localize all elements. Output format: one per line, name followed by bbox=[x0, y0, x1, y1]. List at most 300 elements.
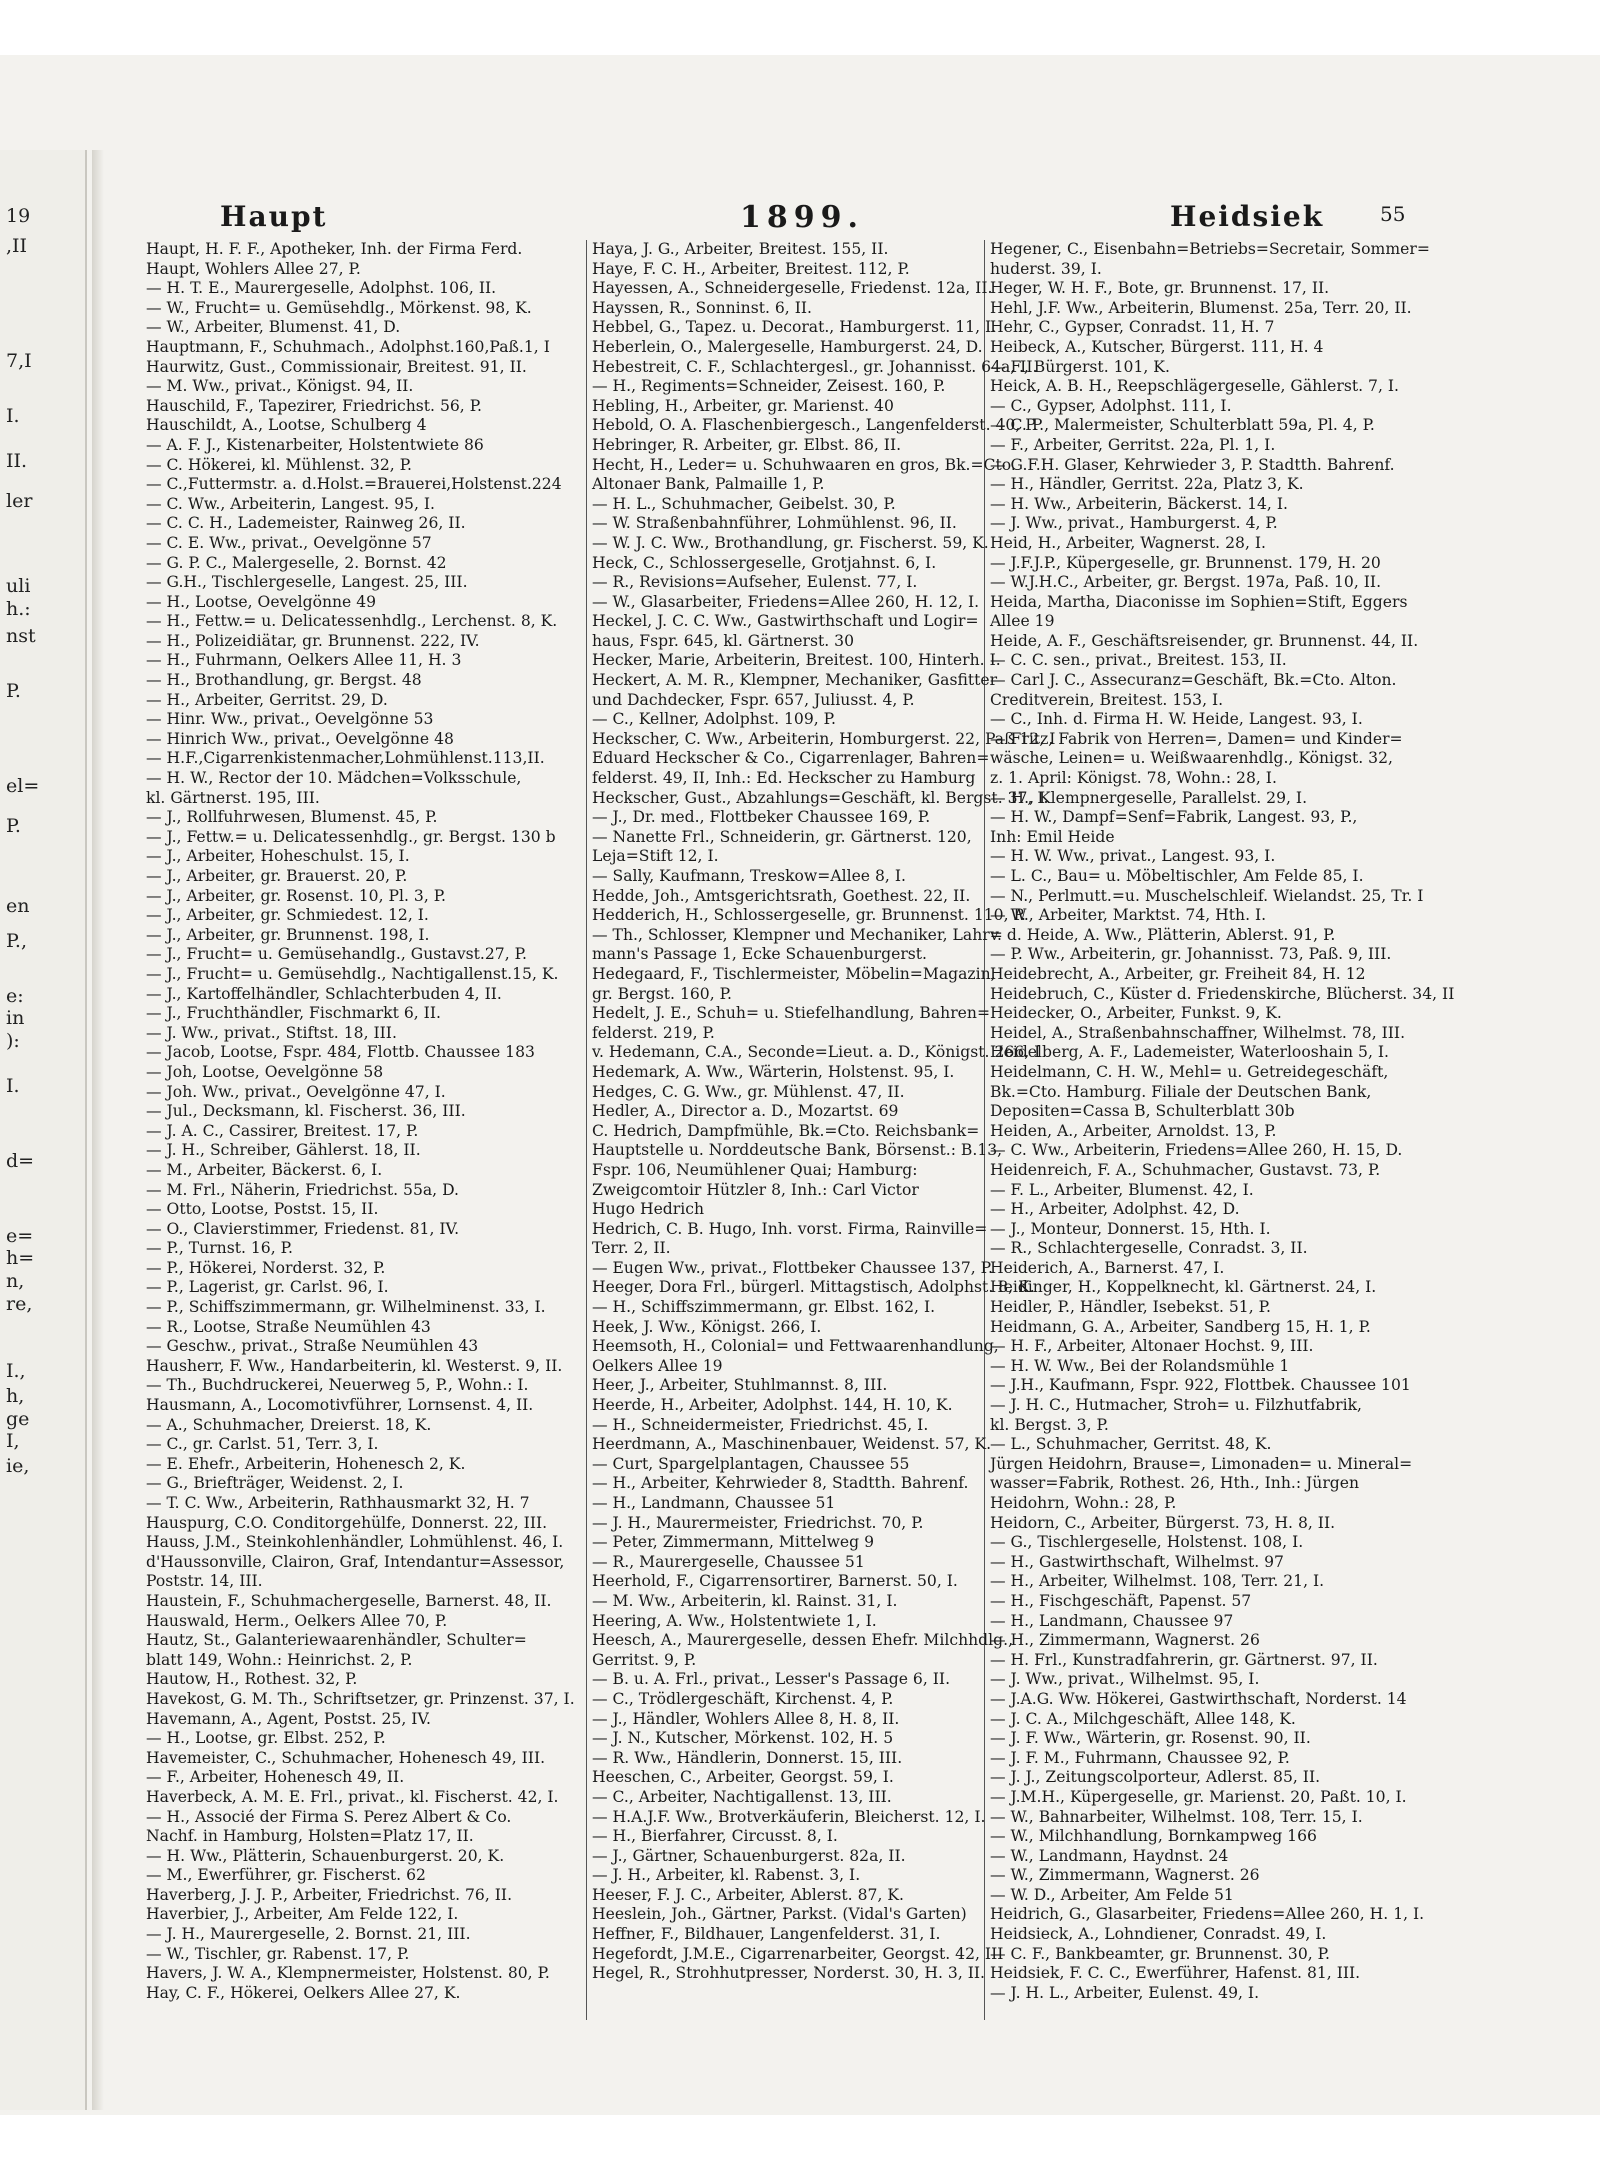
directory-entry: Haverberg, J. J. P., Arbeiter, Friedrichst. 76, II. bbox=[146, 1885, 513, 1904]
directory-entry: — M., Ewerführer, gr. Fischerst. 62 bbox=[146, 1866, 426, 1885]
directory-entry: — G., Briefträger, Weidenst. 2, I. bbox=[146, 1474, 404, 1493]
directory-entry: Hugo Hedrich bbox=[592, 1200, 704, 1219]
directory-entry: Hay, C. F., Hökerei, Oelkers Allee 27, K. bbox=[146, 1983, 461, 2002]
directory-entry: — H., Arbeiter, Adolphst. 42, D. bbox=[990, 1200, 1240, 1219]
directory-entry: — J., Kartoffelhändler, Schlachterbuden 4, II. bbox=[146, 984, 502, 1003]
directory-entry: — Th., Buchdruckerei, Neuerweg 5, P., Wohn.: I. bbox=[146, 1376, 529, 1395]
directory-entry: — P., Turnst. 16, P. bbox=[146, 1239, 293, 1258]
directory-entry: Heeslein, Joh., Gärtner, Parkst. (Vidal's Garten) bbox=[592, 1905, 967, 1924]
directory-entry: gr. Bergst. 160, P. bbox=[592, 984, 732, 1003]
directory-entry: — J., Arbeiter, gr. Rosenst. 10, Pl. 3, P. bbox=[146, 886, 447, 905]
directory-entry: Hebling, H., Arbeiter, gr. Marienst. 40 bbox=[592, 396, 894, 415]
directory-entry: Hayssen, R., Sonninst. 6, II. bbox=[592, 298, 812, 317]
directory-entry: — J., Monteur, Donnerst. 15, Hth. I. bbox=[990, 1219, 1271, 1238]
directory-entry: — J., Arbeiter, Hoheschulst. 15, I. bbox=[146, 847, 410, 866]
fragment-text: 7,I bbox=[6, 350, 32, 372]
directory-entry: — W. J. C. Ww., Brothandlung, gr. Fischerst. 59, K. bbox=[592, 533, 989, 552]
directory-entry: — H., Fuhrmann, Oelkers Allee 11, H. 3 bbox=[146, 651, 462, 670]
directory-entry: Havers, J. W. A., Klempnermeister, Holstenst. 80, P. bbox=[146, 1964, 550, 1983]
directory-entry: — G. P. C., Malergeselle, 2. Bornst. 42 bbox=[146, 553, 447, 572]
directory-entry: Haya, J. G., Arbeiter, Breitest. 155, II. bbox=[592, 240, 889, 258]
directory-entry: — C., Trödlergeschäft, Kirchenst. 4, P. bbox=[592, 1689, 894, 1708]
page-header bbox=[140, 200, 1410, 240]
directory-entry: — Fritz, Fabrik von Herren=, Damen= und Kinder= bbox=[990, 729, 1403, 748]
fragment-text: h= bbox=[6, 1247, 35, 1269]
directory-entry: — W., Arbeiter, Blumenst. 41, D. bbox=[146, 318, 401, 337]
directory-entry: — J. H. L., Arbeiter, Eulenst. 49, I. bbox=[990, 1983, 1260, 2002]
directory-entry: felderst. 219, P. bbox=[592, 1023, 715, 1042]
directory-entry: — J.M.H., Küpergeselle, gr. Marienst. 20, Paßt. 10, I. bbox=[990, 1787, 1407, 1806]
directory-entry: huderst. 39, I. bbox=[990, 259, 1102, 278]
directory-entry: Heidsiek, F. C. C., Ewerführer, Hafenst. 81, III. bbox=[990, 1964, 1361, 1983]
directory-entry: Leja=Stift 12, I. bbox=[592, 847, 719, 866]
directory-entry: Bk.=Cto. Hamburg. Filiale der Deutschen Bank, bbox=[990, 1082, 1372, 1101]
directory-entry: Fspr. 106, Neumühlener Quai; Hamburg: bbox=[592, 1160, 918, 1179]
directory-entry: Hauschild, F., Tapezirer, Friedrichst. 56, P. bbox=[146, 396, 483, 415]
directory-entry: — H., Lootse, gr. Elbst. 252, P. bbox=[146, 1729, 386, 1748]
directory-entry: — W., Arbeiter, Marktst. 74, Hth. I. bbox=[990, 906, 1267, 925]
directory-entry: Inh: Emil Heide bbox=[990, 827, 1115, 846]
directory-entry: — F. L., Arbeiter, Blumenst. 42, I. bbox=[990, 1180, 1254, 1199]
directory-entry: Heidinger, H., Koppelknecht, kl. Gärtnerst. 24, I. bbox=[990, 1278, 1377, 1297]
directory-entry: Heckscher, Gust., Abzahlungs=Geschäft, kl. Bergst. 37, I. bbox=[592, 788, 1049, 807]
directory-entry: — J. J., Zeitungscolporteur, Adlerst. 85, II. bbox=[990, 1768, 1321, 1787]
directory-entry: — H., Händler, Gerritst. 22a, Platz 3, K. bbox=[990, 475, 1304, 494]
directory-entry: — M. Ww., privat., Königst. 94, II. bbox=[146, 377, 414, 396]
directory-entry: Hauschildt, A., Lootse, Schulberg 4 bbox=[146, 416, 427, 435]
directory-entry: Hedelt, J. E., Schuh= u. Stiefelhandlung, Bahren= bbox=[592, 1004, 991, 1023]
directory-entry: — P., Lagerist, gr. Carlst. 96, I. bbox=[146, 1278, 389, 1297]
directory-entry: — C. Hökerei, kl. Mühlenst. 32, P. bbox=[146, 455, 412, 474]
column-divider bbox=[586, 240, 587, 2020]
directory-entry: Heerdmann, A., Maschinenbauer, Weidenst. 57, K. bbox=[592, 1435, 992, 1454]
directory-entry: — W., Frucht= u. Gemüsehdlg., Mörkenst. 98, K. bbox=[146, 298, 532, 317]
directory-entry: — H. T. E., Maurergeselle, Adolphst. 106, II. bbox=[146, 279, 497, 298]
directory-entry: Haupt, Wohlers Allee 27, P. bbox=[146, 259, 361, 278]
directory-entry: — F., Arbeiter, Gerritst. 22a, Pl. 1, I. bbox=[990, 435, 1276, 454]
fragment-text: P. bbox=[6, 680, 21, 702]
directory-entry: — H., Arbeiter, Gerritst. 29, D. bbox=[146, 690, 388, 709]
directory-entry: Heerde, H., Arbeiter, Adolphst. 144, H. 10, K. bbox=[592, 1396, 953, 1415]
directory-entry: — H., Schiffszimmermann, gr. Elbst. 162, I. bbox=[592, 1298, 936, 1317]
directory-entry: felderst. 49, II, Inh.: Ed. Heckscher zu Hamburg bbox=[592, 769, 976, 788]
directory-entry: Hedde, Joh., Amtsgerichtsrath, Goethest. 22, II. bbox=[592, 886, 971, 905]
directory-entry: — J. F. M., Fuhrmann, Chaussee 92, P. bbox=[990, 1748, 1290, 1767]
directory-entry: Heiderich, A., Barnerst. 47, I. bbox=[990, 1258, 1225, 1277]
directory-entry: — C. Ww., Arbeiterin, Langest. 95, I. bbox=[146, 494, 436, 513]
directory-entry: Heckert, A. M. R., Klempner, Mechaniker, Gasfitter bbox=[592, 671, 998, 690]
directory-entry: Oelkers Allee 19 bbox=[592, 1356, 723, 1375]
directory-entry: — E. Ehefr., Arbeiterin, Hohenesch 2, K. bbox=[146, 1454, 466, 1473]
directory-entry: Heffner, F., Bildhauer, Langenfelderst. 31, I. bbox=[592, 1925, 941, 1944]
directory-entry: — H., Schneidermeister, Friedrichst. 45, I. bbox=[592, 1415, 929, 1434]
directory-entry: — J. H., Schreiber, Gählerst. 18, II. bbox=[146, 1141, 421, 1160]
directory-entry: Havemeister, C., Schuhmacher, Hohenesch 49, III. bbox=[146, 1748, 546, 1767]
directory-entry: — Joh. Ww., privat., Oevelgönne 47, I. bbox=[146, 1082, 446, 1101]
directory-entry: — P., Hökerei, Norderst. 32, P. bbox=[146, 1258, 386, 1277]
directory-entry: C. Hedrich, Dampfmühle, Bk.=Cto. Reichsbank= bbox=[592, 1121, 980, 1140]
fragment-text: e= bbox=[6, 1225, 34, 1247]
directory-entry: — C. Ww., Arbeiterin, Friedens=Allee 260, H. 15, D. bbox=[990, 1141, 1403, 1160]
header-first-name: Haupt bbox=[220, 200, 328, 233]
directory-entry: — G.F.H. Glaser, Kehrwieder 3, P. Stadtth. Bahrenf. bbox=[990, 455, 1395, 474]
directory-entry: Heesch, A., Maurergeselle, dessen Ehefr. Milchhdlg., bbox=[592, 1631, 1014, 1650]
directory-entry: Haustein, F., Schuhmachergeselle, Barnerst. 48, II. bbox=[146, 1591, 552, 1610]
directory-entry: v. Hedemann, C.A., Seconde=Lieut. a. D., Königst. 266, I bbox=[592, 1043, 1041, 1062]
directory-entry: — H., Klempnergeselle, Parallelst. 29, I. bbox=[990, 788, 1308, 807]
directory-entry: — R., Lootse, Straße Neumühlen 43 bbox=[146, 1317, 431, 1336]
directory-entry: — Th., Schlosser, Klempner und Mechaniker, Lahr= bbox=[592, 925, 1003, 944]
directory-entry: — J., Rollfuhrwesen, Blumenst. 45, P. bbox=[146, 808, 438, 827]
fragment-text: I., bbox=[6, 1360, 26, 1382]
header-last-name: Heidsiek bbox=[1170, 200, 1325, 233]
directory-entry: — H., Polizeidiätar, gr. Brunnenst. 222, IV. bbox=[146, 631, 480, 650]
directory-entry: — Jul., Decksmann, kl. Fischerst. 36, III. bbox=[146, 1102, 466, 1121]
directory-entry: — W.J.H.C., Arbeiter, gr. Bergst. 197a, Paß. 10, II. bbox=[990, 573, 1382, 592]
directory-entry: Allee 19 bbox=[990, 612, 1055, 631]
directory-entry: — J. H., Arbeiter, kl. Rabenst. 3, I. bbox=[592, 1866, 861, 1885]
directory-entry: — W., Tischler, gr. Rabenst. 17, P. bbox=[146, 1944, 410, 1963]
directory-entry: und Dachdecker, Fspr. 657, Juliusst. 4, P. bbox=[592, 690, 915, 709]
directory-entry: — H. W. Ww., Bei der Rolandsmühle 1 bbox=[990, 1356, 1290, 1375]
directory-entry: Heidmann, G. A., Arbeiter, Sandberg 15, H. 1, P. bbox=[990, 1317, 1371, 1336]
directory-entry: Hebringer, R. Arbeiter, gr. Elbst. 86, II. bbox=[592, 435, 902, 454]
directory-entry: Hauss, J.M., Steinkohlenhändler, Lohmühlenst. 46, I. bbox=[146, 1533, 564, 1552]
directory-entry: Heeger, Dora Frl., bürgerl. Mittagstisch, Adolphst. 8, K. bbox=[592, 1278, 1035, 1297]
directory-entry: — H. W. Ww., privat., Langest. 93, I. bbox=[990, 847, 1276, 866]
directory-entry: — P., Schiffszimmermann, gr. Wilhelminenst. 33, I. bbox=[146, 1298, 546, 1317]
directory-entry: z. 1. April: Königst. 78, Wohn.: 28, I. bbox=[990, 769, 1277, 788]
fragment-text: I. bbox=[6, 405, 20, 427]
directory-entry: — H. Frl., Kunstradfahrerin, gr. Gärtnerst. 97, II. bbox=[990, 1650, 1378, 1669]
directory-entry: kl. Gärtnerst. 195, III. bbox=[146, 788, 320, 807]
directory-entry: d'Haussonville, Clairon, Graf, Intendantur=Assessor, bbox=[146, 1552, 565, 1571]
directory-entry: — C., Arbeiter, Nachtigallenst. 13, III. bbox=[592, 1787, 892, 1806]
fragment-text: uli bbox=[6, 575, 31, 597]
page-gutter bbox=[92, 150, 104, 2110]
directory-entry: Heidsieck, A., Lohndiener, Conradst. 49, I. bbox=[990, 1925, 1327, 1944]
directory-entry: — L., Schuhmacher, Gerritst. 48, K. bbox=[990, 1435, 1272, 1454]
directory-entry: Havekost, G. M. Th., Schriftsetzer, gr. Prinzenst. 37, I. bbox=[146, 1689, 575, 1708]
directory-entry: Hausmann, A., Locomotivführer, Lornsenst. 4, II. bbox=[146, 1396, 534, 1415]
directory-entry: Terr. 2, II. bbox=[592, 1239, 671, 1258]
directory-entry: Haverbeck, A. M. E. Frl., privat., kl. Fischerst. 42, I. bbox=[146, 1787, 559, 1806]
directory-entry: — H., Landmann, Chaussee 97 bbox=[990, 1611, 1234, 1630]
directory-entry: — W., Glasarbeiter, Friedens=Allee 260, H. 12, I. bbox=[592, 592, 980, 611]
directory-entry: Havemann, A., Agent, Postst. 25, IV. bbox=[146, 1709, 431, 1728]
directory-entry: — C., Gypser, Adolphst. 111, I. bbox=[990, 396, 1232, 415]
fragment-text: I. bbox=[6, 1075, 20, 1097]
directory-entry: Heeschen, C., Arbeiter, Georgst. 59, I. bbox=[592, 1768, 894, 1787]
directory-entry: — C. P., Malermeister, Schulterblatt 59a, Pl. 4, P. bbox=[990, 416, 1375, 435]
directory-entry: Haurwitz, Gust., Commissionair, Breitest. 91, II. bbox=[146, 357, 527, 376]
directory-entry: — C., Inh. d. Firma H. W. Heide, Langest. 93, I. bbox=[990, 710, 1363, 729]
fragment-text: ge bbox=[6, 1408, 30, 1430]
fragment-text: ): bbox=[6, 1030, 20, 1052]
directory-entry: — H., Fettw.= u. Delicatessenhdlg., Lerchenst. 8, K. bbox=[146, 612, 558, 631]
directory-entry: Hautow, H., Rothest. 32, P. bbox=[146, 1670, 358, 1689]
directory-entry: — J. Ww., privat., Stiftst. 18, III. bbox=[146, 1023, 397, 1042]
directory-entry: — W., Bahnarbeiter, Wilhelmst. 108, Terr. 15, I. bbox=[990, 1807, 1363, 1826]
fragment-text: ler bbox=[6, 490, 33, 512]
directory-entry: Hautz, St., Galanteriewaarenhändler, Schulter= bbox=[146, 1631, 527, 1650]
directory-entry: — H., Lootse, Oevelgönne 49 bbox=[146, 592, 377, 611]
fragment-text: I, bbox=[6, 1430, 20, 1452]
directory-entry: blatt 149, Wohn.: Heinrichst. 2, P. bbox=[146, 1650, 413, 1669]
directory-entry: — Curt, Spargelplantagen, Chaussee 55 bbox=[592, 1454, 910, 1473]
directory-entry: — H. L., Schuhmacher, Geibelst. 30, P. bbox=[592, 494, 896, 513]
directory-entry: Heering, A. Ww., Holstentwiete 1, I. bbox=[592, 1611, 877, 1630]
directory-entry: — L. C., Bau= u. Möbeltischler, Am Felde 85, I. bbox=[990, 867, 1364, 885]
directory-entry: Heemsoth, H., Colonial= und Fettwaarenhandlung, bbox=[592, 1337, 999, 1356]
directory-entry: — H. F., Arbeiter, Altonaer Hochst. 9, III. bbox=[990, 1337, 1314, 1356]
directory-entry: Hegel, R., Strohhutpresser, Norderst. 30, H. 3, II. bbox=[592, 1964, 986, 1983]
directory-entry: Hehr, C., Gypser, Conradst. 11, H. 7 bbox=[990, 318, 1275, 337]
directory-entry: Heerhold, F., Cigarrensortirer, Barnerst. 50, I. bbox=[592, 1572, 958, 1591]
directory-entry: — H., Landmann, Chaussee 51 bbox=[592, 1494, 836, 1512]
directory-entry: — H., Zimmermann, Wagnerst. 26 bbox=[990, 1631, 1260, 1650]
directory-entry: — M. Frl., Näherin, Friedrichst. 55a, D. bbox=[146, 1180, 460, 1199]
directory-entry: Poststr. 14, III. bbox=[146, 1572, 263, 1591]
directory-entry: Heidebruch, C., Küster d. Friedenskirche, Blücherst. 34, II bbox=[990, 984, 1455, 1003]
directory-entry: — J., Fruchthändler, Fischmarkt 6, II. bbox=[146, 1004, 441, 1023]
directory-entry: — H., Gastwirthschaft, Wilhelmst. 97 bbox=[990, 1552, 1284, 1571]
directory-entry: Depositen=Cassa B, Schulterblatt 30b bbox=[990, 1102, 1295, 1121]
directory-entry: — J., Fettw.= u. Delicatessenhdlg., gr. Bergst. 130 b bbox=[146, 827, 556, 846]
directory-entry: — H. W., Dampf=Senf=Fabrik, Langest. 93, P., bbox=[990, 808, 1358, 827]
directory-entry: — H., Associé der Firma S. Perez Albert & Co. bbox=[146, 1807, 512, 1826]
directory-entry: — J.A.G. Ww. Hökerei, Gastwirthschaft, Norderst. 14 bbox=[990, 1689, 1407, 1708]
directory-entry: — Carl J. C., Assecuranz=Geschäft, Bk.=Cto. Alton. bbox=[990, 671, 1397, 690]
directory-entry: Hebold, O. A. Flaschenbiergesch., Langenfelderst. 40, P. bbox=[592, 416, 1038, 435]
directory-entry: Hauptstelle u. Norddeutsche Bank, Börsenst.: B.13, bbox=[592, 1141, 1003, 1160]
page-number: 55 bbox=[1380, 202, 1406, 226]
directory-entry: Gerritst. 9, P. bbox=[592, 1650, 697, 1669]
directory-entry: — W. Straßenbahnführer, Lohmühlenst. 96, II. bbox=[592, 514, 957, 533]
directory-entry: — R., Schlachtergeselle, Conradst. 3, II. bbox=[990, 1239, 1308, 1258]
directory-entry: Heid, H., Arbeiter, Wagnerst. 28, I. bbox=[990, 533, 1266, 552]
directory-entry: Heek, J. Ww., Königst. 266, I. bbox=[592, 1317, 822, 1336]
directory-entry: — H. Ww., Plätterin, Schauenburgerst. 20, K. bbox=[146, 1846, 505, 1865]
directory-entry: — H., Brothandlung, gr. Bergst. 48 bbox=[146, 671, 422, 690]
directory-entry: — H., Arbeiter, Kehrwieder 8, Stadtth. Bahrenf. bbox=[592, 1474, 969, 1493]
directory-entry: Hedler, A., Director a. D., Mozartst. 69 bbox=[592, 1102, 899, 1121]
directory-entry: Heidel, A., Straßenbahnschaffner, Wilhelmst. 78, III. bbox=[990, 1023, 1406, 1042]
directory-entry: wasser=Fabrik, Rothest. 26, Hth., Inh.: Jürgen bbox=[990, 1474, 1360, 1493]
directory-entry: Hebestreit, C. F., Schlachtergesl., gr. Johannisst. 64a, II. bbox=[592, 357, 1038, 376]
directory-entry: Altonaer Bank, Palmaille 1, P. bbox=[592, 475, 825, 494]
fragment-text: P. bbox=[6, 815, 21, 837]
fragment-text: h.: bbox=[6, 598, 31, 620]
directory-entry: Heidecker, O., Arbeiter, Funkst. 9, K. bbox=[990, 1004, 1282, 1023]
directory-entry: Hegener, C., Eisenbahn=Betriebs=Secretair, Sommer= bbox=[990, 240, 1430, 258]
fragment-text: re, bbox=[6, 1293, 33, 1315]
directory-entry: — H.A.J.F. Ww., Brotverkäuferin, Bleicherst. 12, I. bbox=[592, 1807, 986, 1826]
adjacent-page-fragment bbox=[0, 150, 87, 2110]
directory-entry: — J., Arbeiter, gr. Brunnenst. 198, I. bbox=[146, 925, 430, 944]
directory-entry: haus, Fspr. 645, kl. Gärtnerst. 30 bbox=[592, 631, 855, 650]
directory-entry: Hedges, C. G. Ww., gr. Mühlenst. 47, II. bbox=[592, 1082, 905, 1101]
directory-entry: Hayessen, A., Schneidergeselle, Friedenst. 12a, II. bbox=[592, 279, 993, 298]
directory-entry: — J. C. A., Milchgeschäft, Allee 148, K. bbox=[990, 1709, 1296, 1728]
directory-entry: — Sally, Kaufmann, Treskow=Allee 8, I. bbox=[592, 867, 906, 885]
fragment-text: II. bbox=[6, 450, 28, 472]
directory-entry: — G.H., Tischlergeselle, Langest. 25, III. bbox=[146, 573, 468, 592]
directory-entry: — J., Frucht= u. Gemüsehdlg., Nachtigallenst.15, K. bbox=[146, 964, 559, 983]
directory-entry: Hauspurg, C.O. Conditorgehülfe, Donnerst. 22, III. bbox=[146, 1513, 548, 1532]
directory-entry: Hehl, J.F. Ww., Arbeiterin, Blumenst. 25a, Terr. 20, II. bbox=[990, 298, 1412, 317]
fragment-text: nst bbox=[6, 625, 36, 647]
directory-entry: Heidebrecht, A., Arbeiter, gr. Freiheit 84, H. 12 bbox=[990, 964, 1366, 983]
directory-entry: Hegefordt, J.M.E., Cigarrenarbeiter, Georgst. 42, III bbox=[592, 1944, 1004, 1963]
directory-entry: wäsche, Leinen= u. Weißwaarenhdlg., Königst. 32, bbox=[990, 749, 1393, 768]
directory-entry: — B. u. A. Frl., privat., Lesser's Passage 6, II. bbox=[592, 1670, 951, 1689]
directory-entry: — J., Arbeiter, gr. Schmiedest. 12, I. bbox=[146, 906, 429, 925]
directory-entry: — Hinrich Ww., privat., Oevelgönne 48 bbox=[146, 729, 454, 748]
directory-entry: — G., Tischlergeselle, Holstenst. 108, I. bbox=[990, 1533, 1304, 1552]
directory-entry: — C. C. H., Lademeister, Rainweg 26, II. bbox=[146, 514, 466, 533]
directory-entry: — J. Ww., privat., Hamburgerst. 4, P. bbox=[990, 514, 1278, 533]
directory-entry: — J., Frucht= u. Gemüsehandlg., Gustavst.27, P. bbox=[146, 945, 527, 964]
fragment-text: h, bbox=[6, 1385, 25, 1407]
directory-entry: — C., gr. Carlst. 51, Terr. 3, I. bbox=[146, 1435, 379, 1454]
directory-entry: — A., Schuhmacher, Dreierst. 18, K. bbox=[146, 1415, 432, 1434]
directory-entry: — H., Arbeiter, Wilhelmst. 108, Terr. 21, I. bbox=[990, 1572, 1325, 1591]
directory-entry: — J., Arbeiter, gr. Brauerst. 20, P. bbox=[146, 867, 408, 885]
directory-entry: Hauptmann, F., Schuhmach., Adolphst.160,Paß.1, I bbox=[146, 337, 550, 356]
directory-entry: Hedemark, A. Ww., Wärterin, Holstenst. 95, I. bbox=[592, 1062, 955, 1081]
directory-entry: — H. Ww., Arbeiterin, Bäckerst. 14, I. bbox=[990, 494, 1288, 513]
directory-page bbox=[140, 200, 1455, 2020]
directory-entry: — O., Clavierstimmer, Friedenst. 81, IV. bbox=[146, 1219, 460, 1238]
fragment-text: d= bbox=[6, 1150, 35, 1172]
directory-entry: Hecht, H., Leder= u. Schuhwaaren en gros, Bk.=Cto. bbox=[592, 455, 1016, 474]
directory-entry: — P. Ww., Arbeiterin, gr. Johannisst. 73, Paß. 9, III. bbox=[990, 945, 1392, 964]
directory-entry: — R. Ww., Händlerin, Donnerst. 15, III. bbox=[592, 1748, 903, 1767]
directory-entry: — J. H., Maurermeister, Friedrichst. 70, P. bbox=[592, 1513, 924, 1532]
directory-entry: Creditverein, Breitest. 153, I. bbox=[990, 690, 1224, 709]
directory-entry: Heick, A. B. H., Reepschlägergeselle, Gählerst. 7, I. bbox=[990, 377, 1399, 396]
directory-entry: — Nanette Frl., Schneiderin, gr. Gärtnerst. 120, bbox=[592, 827, 972, 846]
fragment-text: in bbox=[6, 1007, 25, 1029]
directory-entry: — J.H., Kaufmann, Fspr. 922, Flottbek. Chaussee 101 bbox=[990, 1376, 1411, 1395]
directory-entry: Heidrich, G., Glasarbeiter, Friedens=Allee 260, H. 1, I. bbox=[990, 1905, 1425, 1924]
directory-entry: Heck, C., Schlossergeselle, Grotjahnst. 6, I. bbox=[592, 553, 937, 572]
directory-entry: — J. N., Kutscher, Mörkenst. 102, H. 5 bbox=[592, 1729, 894, 1748]
directory-entry: Hedrich, C. B. Hugo, Inh. vorst. Firma, Rainville= bbox=[592, 1219, 988, 1238]
directory-entry: — R., Revisions=Aufseher, Eulenst. 77, I. bbox=[592, 573, 918, 592]
directory-entry: — C. F., Bankbeamter, gr. Brunnenst. 30, P. bbox=[990, 1944, 1330, 1963]
directory-entry: Heidler, P., Händler, Isebekst. 51, P. bbox=[990, 1298, 1271, 1317]
directory-entry: Heidorn, C., Arbeiter, Bürgerst. 73, H. 8, II. bbox=[990, 1513, 1336, 1532]
fragment-text: ,II bbox=[6, 235, 28, 257]
directory-entry: Heibeck, A., Kutscher, Bürgerst. 111, H. 4 bbox=[990, 337, 1324, 356]
directory-entry: Heer, J., Arbeiter, Stuhlmannst. 8, III. bbox=[592, 1376, 888, 1395]
directory-entry: — W. D., Arbeiter, Am Felde 51 bbox=[990, 1885, 1234, 1904]
directory-entry: — J. Ww., privat., Wilhelmst. 95, I. bbox=[990, 1670, 1260, 1689]
directory-entry: — Joh, Lootse, Oevelgönne 58 bbox=[146, 1062, 384, 1081]
fragment-text: 19 bbox=[6, 205, 31, 227]
directory-entry: — J. F. Ww., Wärterin, gr. Rosenst. 90, II. bbox=[990, 1729, 1311, 1748]
directory-entry: Haupt, H. F. F., Apotheker, Inh. der Firma Ferd. bbox=[146, 240, 523, 258]
directory-entry: — Otto, Lootse, Postst. 15, II. bbox=[146, 1200, 379, 1219]
directory-entry: Hedegaard, F., Tischlermeister, Möbelin=Magazin, bbox=[592, 964, 996, 983]
directory-entry: — W., Zimmermann, Wagnerst. 26 bbox=[990, 1866, 1260, 1885]
directory-entry: — A. F. J., Kistenarbeiter, Holstentwiete 86 bbox=[146, 435, 484, 454]
directory-entry: — C.,Futtermstr. a. d.Holst.=Brauerei,Holstenst.224 bbox=[146, 475, 562, 494]
directory-entry: Haverbier, J., Arbeiter, Am Felde 122, I. bbox=[146, 1905, 459, 1924]
directory-entry: — Eugen Ww., privat., Flottbeker Chaussee 137, P. bbox=[592, 1258, 993, 1277]
directory-entry: Heger, W. H. F., Bote, gr. Brunnenst. 17, II. bbox=[990, 279, 1330, 298]
directory-entry: — J. A. C., Cassirer, Breitest. 17, P. bbox=[146, 1121, 419, 1140]
directory-entry: — J., Händler, Wohlers Allee 8, H. 8, II. bbox=[592, 1709, 900, 1728]
directory-entry: — Peter, Zimmermann, Mittelweg 9 bbox=[592, 1533, 875, 1552]
directory-entry: Heckel, J. C. C. Ww., Gastwirthschaft und Logir= bbox=[592, 612, 979, 631]
directory-entry: Hausherr, F. Ww., Handarbeiterin, kl. Westerst. 9, II. bbox=[146, 1356, 563, 1375]
directory-entry: Heidohrn, Wohn.: 28, P. bbox=[990, 1494, 1177, 1512]
directory-entry: Eduard Heckscher & Co., Cigarrenlager, Bahren= bbox=[592, 749, 990, 768]
directory-entry: — W., Milchhandlung, Bornkampweg 166 bbox=[990, 1827, 1317, 1846]
directory-entry: — Jacob, Lootse, Fspr. 484, Flottb. Chaussee 183 bbox=[146, 1043, 535, 1062]
directory-entry: — F., Arbeiter, Hohenesch 49, II. bbox=[146, 1768, 405, 1787]
directory-entry: — C. E. Ww., privat., Oevelgönne 57 bbox=[146, 533, 432, 552]
directory-entry: — T. C. Ww., Arbeiterin, Rathhausmarkt 32, H. 7 bbox=[146, 1494, 530, 1512]
directory-entry: Heeser, F. J. C., Arbeiter, Ablerst. 87, K. bbox=[592, 1885, 904, 1904]
directory-entry: Heidelmann, C. H. W., Mehl= u. Getreidegeschäft, bbox=[990, 1062, 1389, 1081]
fragment-text: en bbox=[6, 895, 30, 917]
directory-entry: — C., Kellner, Adolphst. 109, P. bbox=[592, 710, 836, 729]
fragment-text: e: bbox=[6, 985, 24, 1007]
directory-entry: — C. C. sen., privat., Breitest. 153, II. bbox=[990, 651, 1287, 670]
directory-entry: Hauswald, Herm., Oelkers Allee 70, P. bbox=[146, 1611, 448, 1630]
directory-entry: Hebbel, G., Tapez. u. Decorat., Hamburgerst. 11, I. bbox=[592, 318, 997, 337]
directory-entry: Heidelberg, A. F., Lademeister, Waterlooshain 5, I. bbox=[990, 1043, 1389, 1062]
directory-column-1 bbox=[146, 240, 575, 2020]
directory-entry: — H., Bierfahrer, Circusst. 8, I. bbox=[592, 1827, 838, 1846]
header-year: 1899. bbox=[740, 200, 864, 235]
directory-entry: — F., Bürgerst. 101, K. bbox=[990, 357, 1170, 376]
directory-entry: — Geschw., privat., Straße Neumühlen 43 bbox=[146, 1337, 479, 1356]
directory-entry: mann's Passage 1, Ecke Schauenburgerst. bbox=[592, 945, 927, 964]
directory-entry: — J. H. C., Hutmacher, Stroh= u. Filzhutfabrik, bbox=[990, 1396, 1362, 1415]
directory-entry: Haye, F. C. H., Arbeiter, Breitest. 112, P. bbox=[592, 259, 910, 278]
directory-entry: Zweigcomtoir Hützler 8, Inh.: Carl Victor bbox=[592, 1180, 919, 1199]
fragment-text: ie, bbox=[6, 1455, 30, 1477]
directory-entry: Heiden, A., Arbeiter, Arnoldst. 13, P. bbox=[990, 1121, 1277, 1140]
directory-entry: — H., Regiments=Schneider, Zeisest. 160, P. bbox=[592, 377, 946, 396]
directory-entry: — H.F.,Cigarrenkistenmacher,Lohmühlenst.113,II. bbox=[146, 749, 545, 768]
directory-entry: kl. Bergst. 3, P. bbox=[990, 1415, 1109, 1434]
directory-entry: — J. H., Maurergeselle, 2. Bornst. 21, III. bbox=[146, 1925, 471, 1944]
directory-entry: — Hinr. Ww., privat., Oevelgönne 53 bbox=[146, 710, 434, 729]
fragment-text: n, bbox=[6, 1270, 25, 1292]
directory-entry: — H. W., Rector der 10. Mädchen=Volksschule, bbox=[146, 769, 522, 788]
directory-entry: — M. Ww., Arbeiterin, kl. Rainst. 31, I. bbox=[592, 1591, 898, 1610]
directory-entry: Hedderich, H., Schlossergeselle, gr. Brunnenst. 110, P. bbox=[592, 906, 1026, 925]
fragment-text: el= bbox=[6, 775, 40, 797]
directory-column-3 bbox=[990, 240, 1455, 2020]
directory-entry: Hecker, Marie, Arbeiterin, Breitest. 100, Hinterh. I. bbox=[592, 651, 1001, 670]
directory-entry: — J.F.J.P., Küpergeselle, gr. Brunnenst. 179, H. 20 bbox=[990, 553, 1381, 572]
directory-entry: Heida, Martha, Diaconisse im Sophien=Stift, Eggers bbox=[990, 592, 1408, 611]
directory-entry: — H., Fischgeschäft, Papenst. 57 bbox=[990, 1591, 1252, 1610]
directory-entry: v. d. Heide, A. Ww., Plätterin, Ablerst. 91, P. bbox=[990, 925, 1336, 944]
directory-entry: Nachf. in Hamburg, Holsten=Platz 17, II. bbox=[146, 1827, 474, 1846]
directory-entry: — J., Dr. med., Flottbeker Chaussee 169, P. bbox=[592, 808, 931, 827]
fragment-text: P., bbox=[6, 930, 28, 952]
directory-entry: — W., Landmann, Haydnst. 24 bbox=[990, 1846, 1229, 1865]
directory-entry: Heckscher, C. Ww., Arbeiterin, Homburgerst. 22, Paß 12, I bbox=[592, 729, 1056, 748]
